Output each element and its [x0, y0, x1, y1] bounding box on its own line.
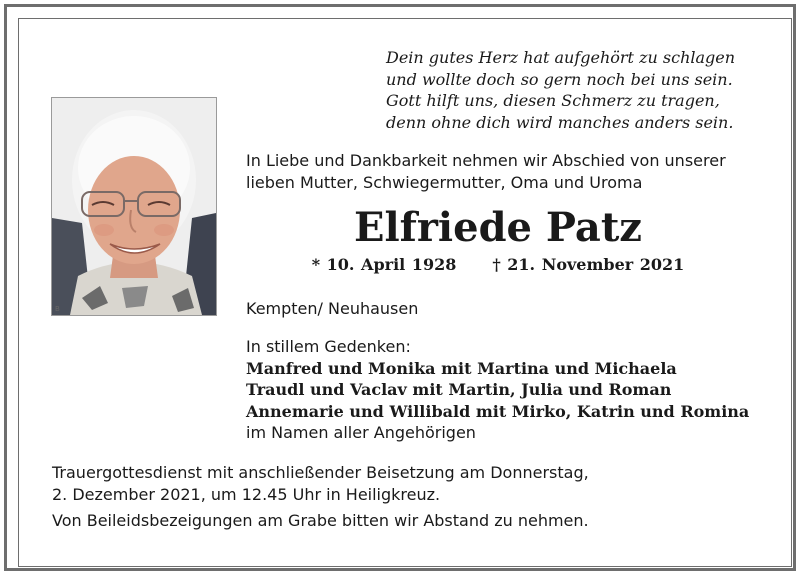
mourners-closing: im Namen aller Angehörigen — [246, 423, 476, 442]
poem-line: und wollte doch so gern noch bei uns sein. — [386, 69, 733, 89]
photo-corner-mark: B — [55, 305, 60, 313]
funeral-service-info — [52, 462, 772, 506]
poem-line: Gott hilft uns, diesen Schmerz zu tragen, — [386, 91, 720, 110]
life-dates — [246, 254, 750, 276]
service-line: Trauergottesdienst mit anschließender Beisetzung am Donnerstag, — [52, 463, 589, 482]
birth-date: * 10. April 1928 — [311, 255, 457, 274]
mourners-block — [246, 336, 776, 444]
memorial-poem — [386, 47, 766, 133]
intro-line: In Liebe und Dankbarkeit nehmen wir Abschied von unserer — [246, 151, 726, 170]
condolence-note: Von Beileidsbezeigungen am Grabe bitten wir Abstand zu nehmen. — [52, 511, 589, 530]
death-date: † 21. November 2021 — [492, 255, 685, 274]
poem-line: Dein gutes Herz hat aufgehört zu schlagen — [386, 48, 736, 67]
deceased-name: Elfriede Patz — [353, 204, 643, 251]
service-line: 2. Dezember 2021, um 12.45 Uhr in Heiligkreuz. — [52, 485, 441, 504]
mourners-heading: In stillem Gedenken: — [246, 337, 411, 356]
farewell-intro — [246, 150, 766, 194]
mourner-family: Manfred und Monika mit Martina und Michaela — [246, 358, 677, 378]
poem-line: denn ohne dich wird manches anders sein. — [386, 112, 734, 132]
portrait-photo — [51, 97, 217, 316]
intro-line: lieben Mutter, Schwiegermutter, Oma und Uroma — [246, 173, 643, 192]
mourner-family: Annemarie und Willibald mit Mirko, Katrin und Romina — [246, 401, 750, 421]
mourner-family: Traudl und Vaclav mit Martin, Julia und Roman — [246, 380, 672, 399]
residence-place: Kempten/ Neuhausen — [246, 299, 419, 318]
